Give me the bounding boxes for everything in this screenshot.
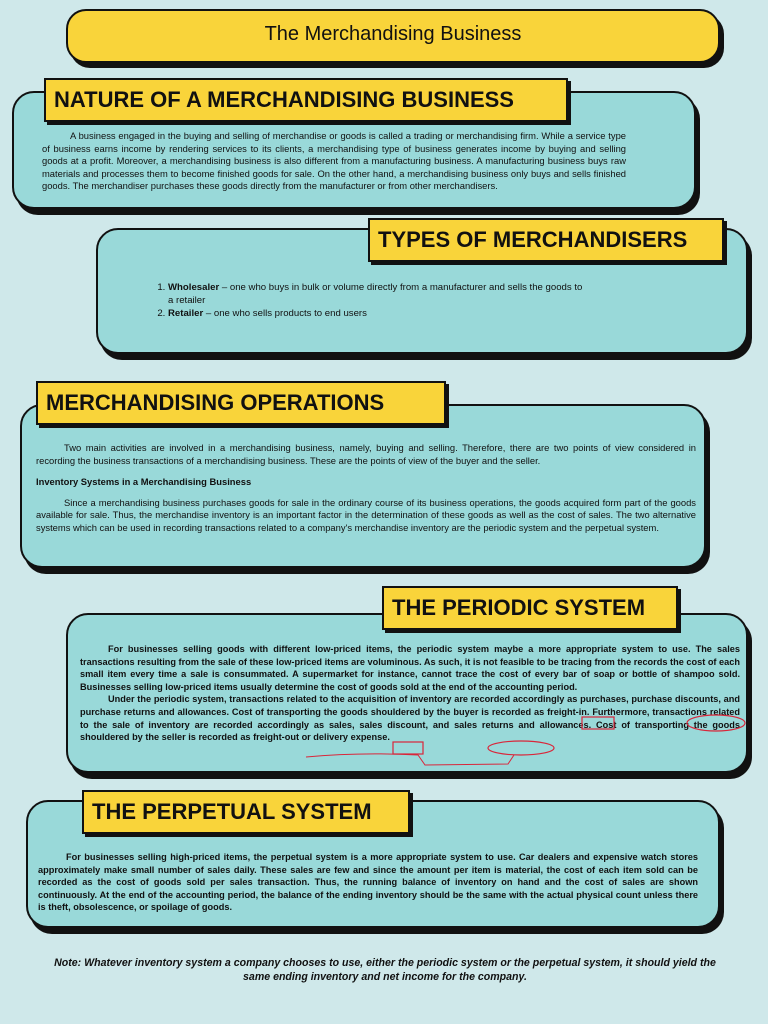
perpetual-text <box>38 851 698 914</box>
types-list <box>150 281 590 320</box>
operations-paragraph-2: Since a merchandising business purchases goods for sale in the ordinary course of its business operations, the goods acquired form part of the goods available for sale. Thus, the merchandise inventory is an important factor in the determination of these goods as well as the cost of sales. The two alternative systems which can be used in recording transactions related to a company's merchandise inventory are the periodic system and the perpetual system. <box>36 496 696 533</box>
periodic-label: THE PERIODIC SYSTEM <box>382 586 678 630</box>
nature-label: NATURE OF A MERCHANDISING BUSINESS <box>44 78 568 122</box>
operations-paragraph-1: Two main activities are involved in a merchandising business, namely, buying and selling. Therefore, there are two points of view considered in recording the business transactions of a merchandising business. These are the points of view of the buyer and the seller. <box>36 442 696 466</box>
periodic-paragraph-2: Under the periodic system, transactions related to the acquisition of inventory are recorded accordingly as purchases, purchase discounts, and purchase returns and allowances. Cost of transporting the goods shouldered by the buyer is recorded as freight-in. Furthermore, transactions related to the sale of inventory are recorded accordingly as sales, sales discount, and sales returns and allowances. Cost of transporting the goods shouldered by the seller is recorded as freight-out or delivery expense. <box>80 694 740 743</box>
inventory-systems-heading: Inventory Systems in a Merchandising Business <box>36 476 252 488</box>
types-label: TYPES OF MERCHANDISERS <box>368 218 724 262</box>
page-title: The Merchandising Business <box>264 23 522 45</box>
perpetual-label: THE PERPETUAL SYSTEM <box>82 790 410 834</box>
list-item <box>168 281 590 307</box>
perpetual-paragraph: For businesses selling high-priced items, the perpetual system is a more appropriate system to use. Car dealers and expensive watch stores approximately make small number of sales daily. These sales are few and since the amount per item is material, the cost of each item sold can be recorded as the cost of goods sold per sales transaction. Thus, the running balance of inventory on hand and the cost of sales are shown continuously. At the end of the accounting period, the balance of the ending inventory should be the same with the actual physical count unless there is theft, obsolescence, or spoilage of goods. <box>38 852 698 913</box>
list-item <box>168 307 590 320</box>
type-desc: – one who sells products to end users <box>203 308 367 319</box>
footnote: Note: Whatever inventory system a company chooses to use, either the periodic system or the perpetual system, it should yield the same ending inventory and net income for the company. <box>54 957 716 983</box>
type-term: Retailer <box>168 308 204 319</box>
periodic-paragraph-1: For businesses selling goods with different low-priced items, the periodic system maybe a more appropriate system to use. The sales transactions resulting from the sale of these low-priced items are voluminous. As such, it is not feasible to be tracing from the records the cost of each small item every time a sale is consummated. A supermarket for instance, cannot trace the cost of every bar of soap or bottle of shampoo sold. Businesses selling low-priced items usually determine the cost of goods sold at the end of the accounting period. <box>80 644 740 692</box>
operations-text <box>36 442 696 535</box>
type-term: Wholesaler <box>168 282 220 293</box>
header-banner <box>66 9 720 63</box>
type-desc: – one who buys in bulk or volume directly from a manufacturer and sells the goods to a retailer <box>168 282 583 306</box>
periodic-text <box>80 643 740 744</box>
nature-paragraph: A business engaged in the buying and selling of merchandise or goods is called a trading or merchandising firm. While a service type of business earns income by rendering services to its clients, a merchandising type of business generates income by buying and selling goods at a profit. Moreover, a merchandising business is also different from a manufacturing business. A manufacturing business buys raw materials and processes them to become finished goods for sale. On the other hand, a merchandising business only buys and sells finished goods. The merchandiser purchases these goods directly from the manufacturer or from other merchandisers. <box>42 130 626 192</box>
operations-label: MERCHANDISING OPERATIONS <box>36 381 446 425</box>
nature-text <box>42 130 626 193</box>
